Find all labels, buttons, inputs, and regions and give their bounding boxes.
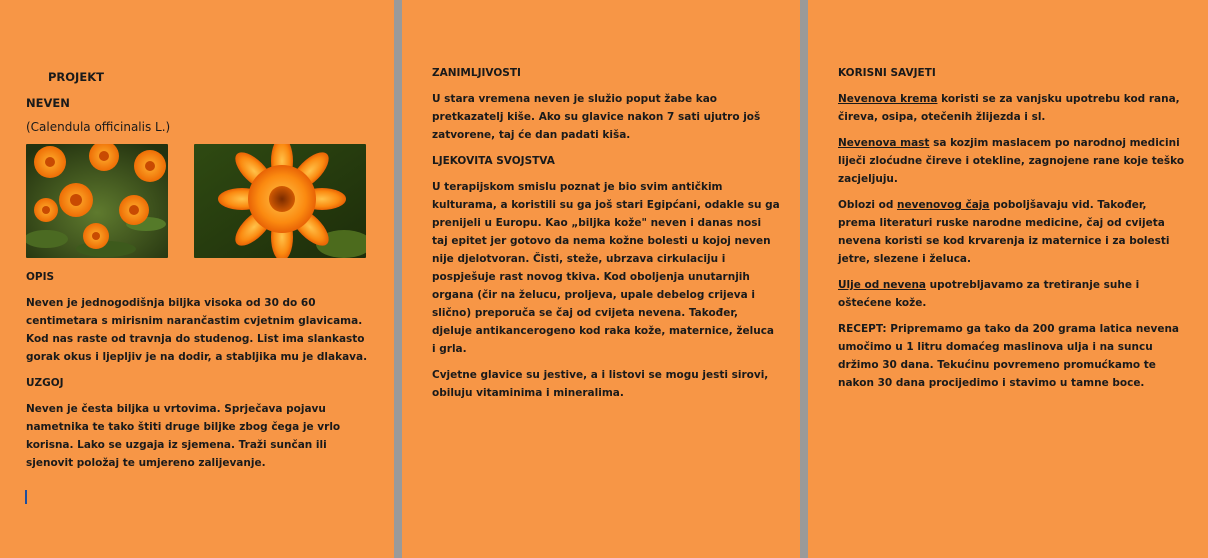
calendula-closeup-photo[interactable]	[194, 144, 366, 258]
image-row	[26, 144, 374, 258]
project-label: PROJEKT	[48, 70, 104, 84]
paragraph-uzgoj: Neven je česta biljka u vrtovima. Sprječava pojavu nametnika te tako štiti druge biljke zbog čega je vrlo korisna. Lako se uzgaja iz sjemena. Traži sunčan ili sjenovit položaj te umjereno zalijevanje.	[26, 403, 341, 469]
section-heading-zanimljivosti: ZANIMLJIVOSTI	[432, 67, 521, 79]
text-cursor	[25, 490, 27, 504]
tip-krema	[838, 90, 1186, 126]
tip-caj-text: poboljšavaju vid. Također, prema literaturi ruske narodne medicine, čaj od cvijeta nevena koristi se kod krvarenja iz maternice i za bolesti jetre, slezene i želuca.	[838, 199, 1170, 265]
tip-caj-prefix: Oblozi od	[838, 199, 898, 211]
page-title: NEVEN	[26, 96, 70, 110]
paragraph-opis: Neven je jednogodišnja biljka visoka od 30 do 60 centimetara s mirisnim narančastim cvjetnim glavicama. Kod nas raste od travnja do studenog. List ima slankasto gorak okus i ljepljiv je na dodir, a stabljika mu je dlakava.	[26, 297, 368, 363]
section-heading-opis: OPIS	[26, 271, 55, 283]
tip-ulje	[838, 276, 1186, 312]
tip-caj-term: nevenovog čaja	[897, 199, 990, 211]
paragraph-ljekovita: U terapijskom smislu poznat je bio svim antičkim kulturama, a koristili su ga još stari Egipćani, odakle su ga prenijeli u Europu. Kao „biljka kože" neven i danas nosi taj epitet jer gotovo da nema kožne bolesti u kojoj neven nije djelotvoran. Čisti, steže, ubrzava cirkulaciju i pospješuje rast novog tkiva. Kod oboljenja unutarnjih organa (čir na želucu, proljeva, upale debelog crijeva i slično) preporuča se čaj od cvijeta nevena. Također, djeluje antikancerogeno kod raka kože, maternice, želuca i grla.	[432, 181, 780, 355]
section-heading-ljekovita: LJEKOVITA SVOJSTVA	[432, 155, 555, 167]
page-3[interactable]	[808, 0, 1208, 558]
tip-mast-term: Nevenova mast	[838, 137, 930, 149]
paragraph-zanimljivosti: U stara vremena neven je služio poput žabe kao pretkazatelj kiše. Ako su glavice nakon 7 sati ujutro još zatvorene, taj će dan padati kiša.	[432, 93, 761, 141]
paragraph-cvjetne: Cvjetne glavice su jestive, a i listovi se mogu jesti sirovi, obiluju vitaminima i mineralima.	[432, 369, 769, 399]
tip-ulje-term: Ulje od nevena	[838, 279, 927, 291]
tip-krema-text: koristi se za vanjsku upotrebu kod rana, čireva, osipa, otečenih žlijezda i sl.	[838, 93, 1180, 123]
section-heading-savjeti: KORISNI SAVJETI	[838, 67, 936, 79]
tip-krema-term: Nevenova krema	[838, 93, 938, 105]
tip-mast	[838, 134, 1186, 188]
tip-caj	[838, 196, 1186, 268]
page-2[interactable]	[402, 0, 800, 558]
page-1[interactable]	[0, 0, 394, 558]
paragraph-recept: RECEPT: Pripremamo ga tako da 200 grama latica nevena umočimo u 1 litru domaćeg maslinova ulja i na suncu držimo 30 dana. Tekućinu povremeno promućkamo te nakon 30 dana procijedimo i stavimo u tamne boce.	[838, 323, 1180, 389]
tip-mast-text: sa kozjim maslacem po narodnoj medicini liječi zloćudne čireve i otekline, zagnojene rane koje teško zacjeljuju.	[838, 137, 1185, 185]
section-heading-uzgoj: UZGOJ	[26, 377, 64, 389]
latin-name: (Calendula officinalis L.)	[26, 120, 171, 134]
tip-ulje-text: upotrebljavamo za tretiranje suhe i oštećene kože.	[838, 279, 1140, 309]
calendula-flowers-photo[interactable]	[26, 144, 168, 258]
